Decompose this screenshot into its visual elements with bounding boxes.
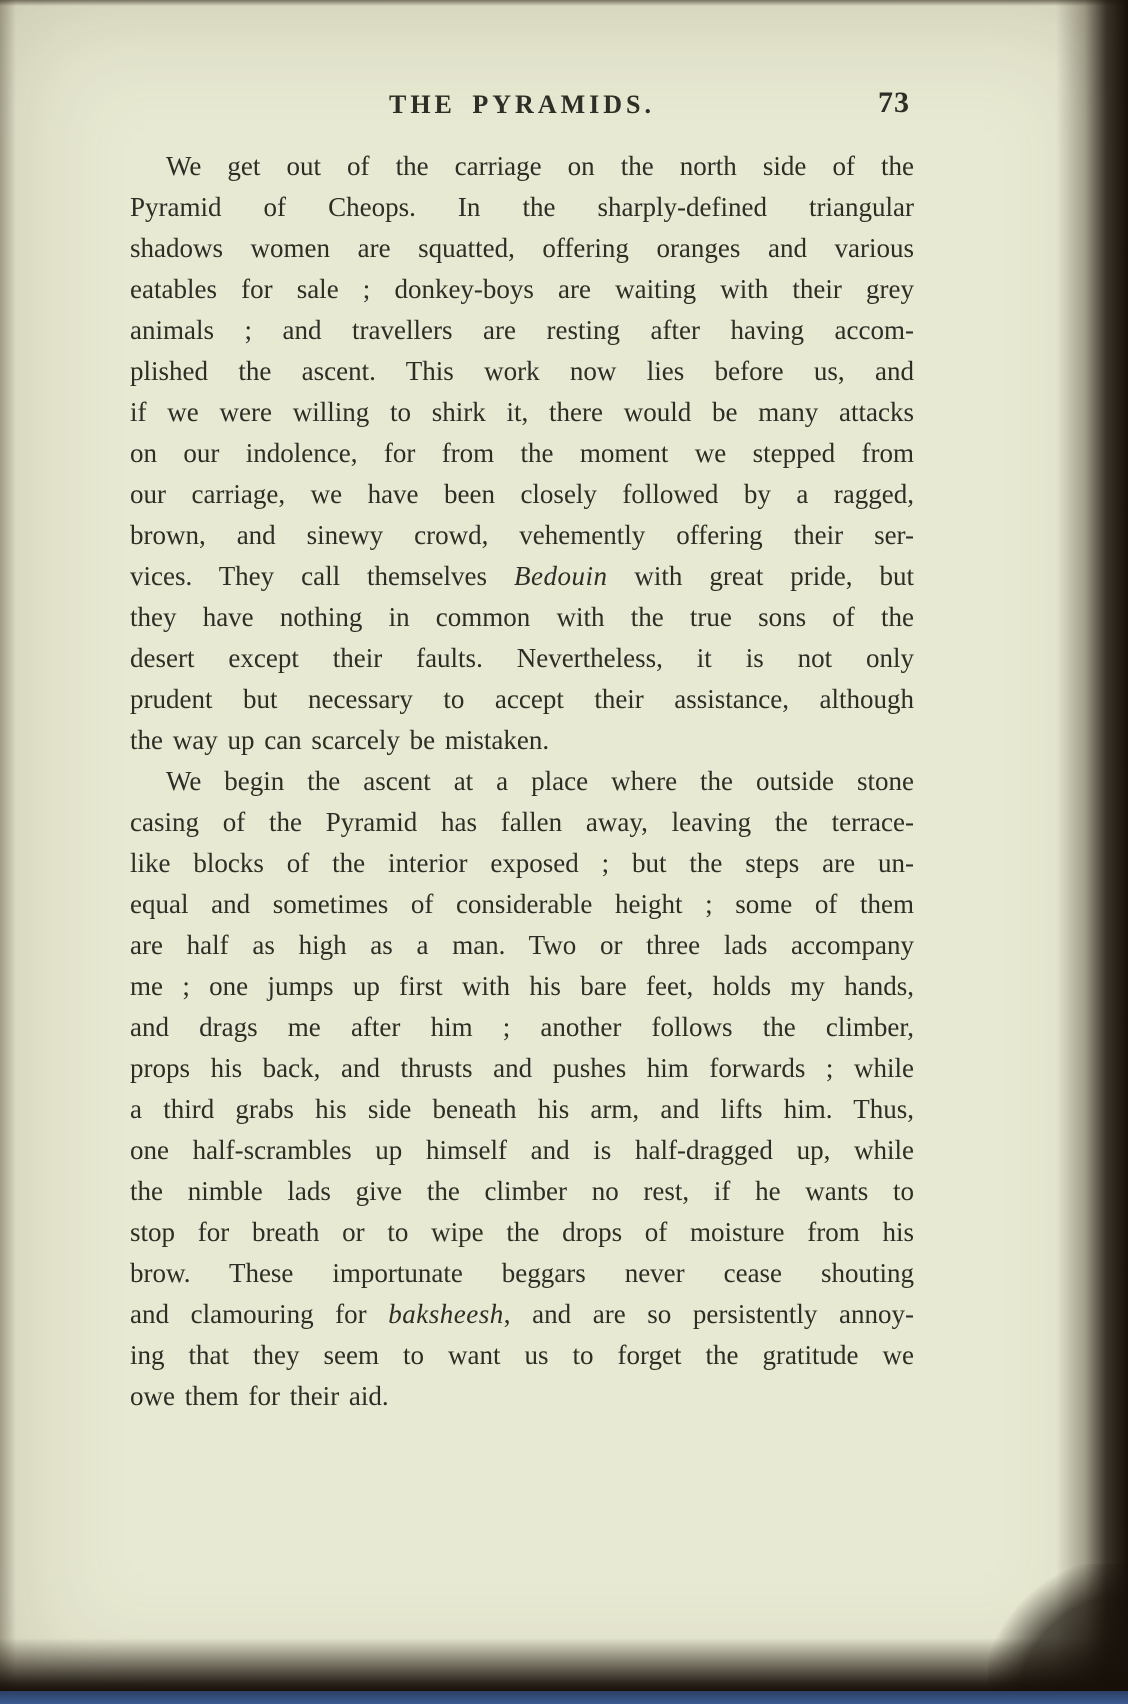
text-line <box>130 966 914 1007</box>
paragraph <box>130 146 914 761</box>
text-line <box>130 884 914 925</box>
text-line <box>130 1171 914 1212</box>
text-line <box>130 1007 914 1048</box>
body-text <box>130 146 914 1417</box>
text-line <box>130 925 914 966</box>
text-line <box>130 146 914 187</box>
text-segment: me ; one jumps up first with his bare feet, holds my hands, <box>130 971 914 1001</box>
scan-corner-bottom-right <box>988 1564 1128 1704</box>
text-line <box>130 269 914 310</box>
text-segment: stop for breath or to wipe the drops of moisture from his <box>130 1217 914 1247</box>
text-segment: on our indolence, for from the moment we stepped from <box>130 438 914 468</box>
text-segment: ing that they seem to want us to forget the gratitude we <box>130 1340 914 1370</box>
text-line <box>130 843 914 884</box>
text-segment: and clamouring for <box>130 1299 389 1329</box>
text-segment: casing of the Pyramid has fallen away, leaving the terrace- <box>130 807 914 837</box>
text-segment: We get out of the carriage on the north side of the <box>166 151 914 181</box>
text-segment: props his back, and thrusts and pushes him forwards ; while <box>130 1053 914 1083</box>
text-line <box>130 1376 914 1417</box>
text-line <box>130 228 914 269</box>
text-line <box>130 187 914 228</box>
scan-bottom-blue-strip <box>0 1691 1128 1704</box>
text-line <box>130 556 914 597</box>
text-line <box>130 761 914 802</box>
page-header <box>130 86 914 130</box>
text-segment: vices. They call themselves <box>130 561 514 591</box>
text-segment: plished the ascent. This work now lies before us, and <box>130 356 914 386</box>
text-segment: and drags me after him ; another follows the climber, <box>130 1012 914 1042</box>
scan-edge-top <box>0 0 1128 6</box>
text-segment: if we were willing to shirk it, there would be many attacks <box>130 397 914 427</box>
scan-edge-left <box>0 0 16 1704</box>
text-segment: , and are so persistently annoy- <box>503 1299 914 1329</box>
text-line <box>130 1294 914 1335</box>
text-line <box>130 802 914 843</box>
text-line <box>130 720 914 761</box>
running-title: THE PYRAMIDS. <box>388 90 655 119</box>
paragraph <box>130 761 914 1417</box>
text-segment: the nimble lads give the climber no rest, if he wants to <box>130 1176 914 1206</box>
italic-term: Bedouin <box>513 561 608 591</box>
scan-edge-right <box>1056 0 1128 1704</box>
text-segment: brow. These importunate beggars never cease shouting <box>130 1258 914 1288</box>
text-line <box>130 679 914 720</box>
text-line <box>130 474 914 515</box>
text-line <box>130 351 914 392</box>
text-line <box>130 515 914 556</box>
text-line <box>130 1089 914 1130</box>
text-line <box>130 597 914 638</box>
text-segment: with great pride, but <box>607 561 914 591</box>
italic-term: baksheesh <box>388 1299 504 1329</box>
text-segment: owe them for their aid. <box>130 1381 389 1411</box>
text-segment: are half as high as a man. Two or three lads accompany <box>130 930 914 960</box>
text-segment: like blocks of the interior exposed ; but the steps are un- <box>130 848 914 878</box>
text-segment: eatables for sale ; donkey-boys are waiting with their grey <box>130 274 914 304</box>
text-segment: We begin the ascent at a place where the outside stone <box>166 766 914 796</box>
text-segment: shadows women are squatted, offering oranges and various <box>130 233 914 263</box>
text-line <box>130 310 914 351</box>
text-line <box>130 433 914 474</box>
text-segment: our carriage, we have been closely followed by a ragged, <box>130 479 914 509</box>
text-segment: a third grabs his side beneath his arm, and lifts him. Thus, <box>130 1094 914 1124</box>
text-segment: animals ; and travellers are resting after having accom- <box>130 315 914 345</box>
scan-edge-bottom <box>0 1638 1128 1692</box>
text-line <box>130 1048 914 1089</box>
text-line <box>130 1212 914 1253</box>
text-segment: prudent but necessary to accept their assistance, although <box>130 684 914 714</box>
text-segment: Pyramid of Cheops. In the sharply-defined triangular <box>130 192 914 222</box>
text-segment: equal and sometimes of considerable height ; some of them <box>130 889 914 919</box>
text-line <box>130 1130 914 1171</box>
page-number: 73 <box>878 86 910 119</box>
text-segment: one half-scrambles up himself and is half-dragged up, while <box>130 1135 914 1165</box>
text-segment: desert except their faults. Nevertheless, it is not only <box>130 643 914 673</box>
text-segment: they have nothing in common with the true sons of the <box>130 602 914 632</box>
text-line <box>130 392 914 433</box>
text-segment: the way up can scarcely be mistaken. <box>130 725 550 755</box>
text-line <box>130 1335 914 1376</box>
text-line <box>130 638 914 679</box>
text-segment: brown, and sinewy crowd, vehemently offering their ser- <box>130 520 914 550</box>
text-line <box>130 1253 914 1294</box>
